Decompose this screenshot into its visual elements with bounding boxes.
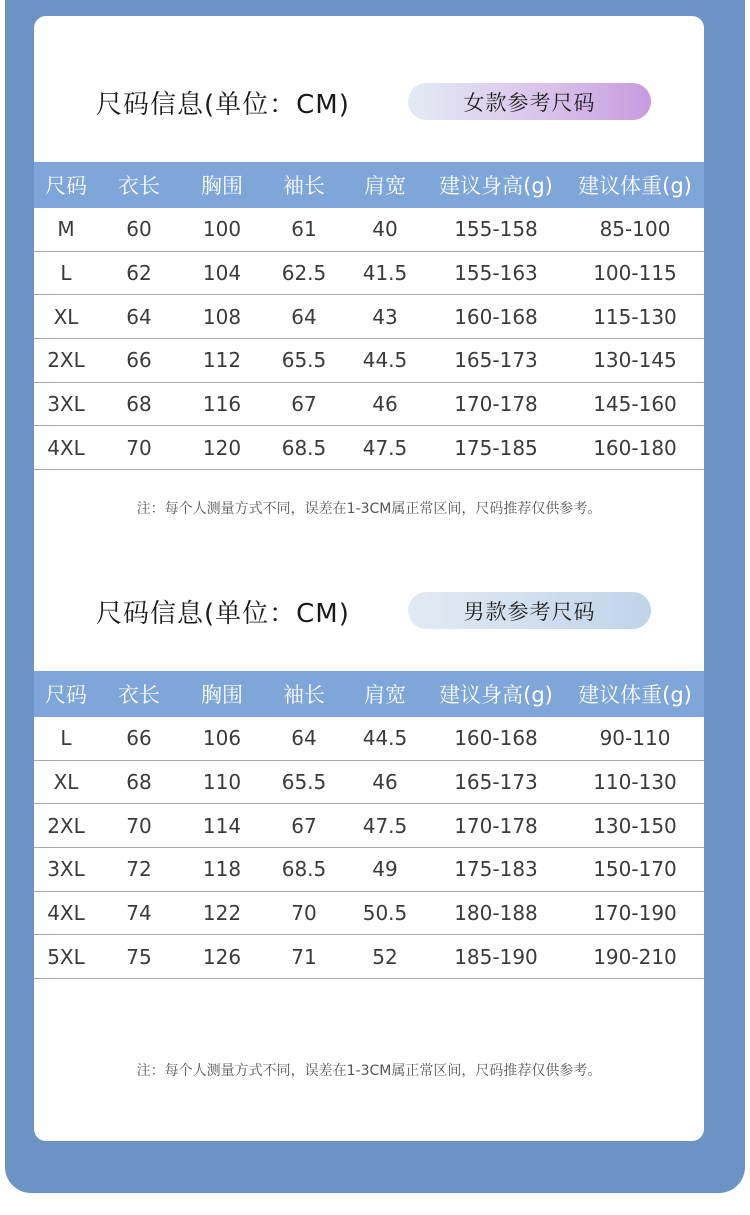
cell-sleeve: 67 — [264, 804, 344, 848]
cell-length: 68 — [98, 760, 180, 804]
cell-chest: 106 — [180, 717, 264, 760]
cell-shoulder: 47.5 — [344, 804, 426, 848]
table-row — [34, 804, 704, 848]
cell-sleeve: 61 — [264, 208, 344, 251]
cell-shoulder: 44.5 — [344, 717, 426, 760]
cell-weight: 90-110 — [566, 717, 704, 760]
cell-chest: 112 — [180, 339, 264, 383]
cell-chest: 104 — [180, 251, 264, 295]
header-sleeve: 袖长 — [264, 162, 344, 208]
cell-length: 66 — [98, 339, 180, 383]
cell-height: 155-158 — [426, 208, 566, 251]
cell-height: 170-178 — [426, 804, 566, 848]
cell-shoulder: 46 — [344, 760, 426, 804]
table-row — [34, 426, 704, 470]
cell-size: L — [34, 251, 98, 295]
table-row — [34, 382, 704, 426]
cell-chest: 100 — [180, 208, 264, 251]
cell-height: 180-188 — [426, 891, 566, 935]
cell-height: 160-168 — [426, 717, 566, 760]
cell-sleeve: 62.5 — [264, 251, 344, 295]
cell-size: 2XL — [34, 339, 98, 383]
men-section-heading: 尺码信息(单位：CM) — [96, 599, 350, 629]
header-weight: 建议体重(g) — [566, 671, 704, 717]
cell-weight: 160-180 — [566, 426, 704, 470]
cell-sleeve: 64 — [264, 717, 344, 760]
cell-weight: 170-190 — [566, 891, 704, 935]
cell-size: L — [34, 717, 98, 760]
cell-sleeve: 65.5 — [264, 760, 344, 804]
table-header-row — [34, 162, 704, 208]
cell-weight: 130-150 — [566, 804, 704, 848]
cell-sleeve: 70 — [264, 891, 344, 935]
cell-weight: 110-130 — [566, 760, 704, 804]
cell-size: 3XL — [34, 382, 98, 426]
cell-sleeve: 71 — [264, 935, 344, 979]
cell-size: M — [34, 208, 98, 251]
cell-sleeve: 64 — [264, 295, 344, 339]
cell-chest: 126 — [180, 935, 264, 979]
cell-length: 74 — [98, 891, 180, 935]
cell-height: 170-178 — [426, 382, 566, 426]
cell-shoulder: 41.5 — [344, 251, 426, 295]
cell-chest: 116 — [180, 382, 264, 426]
women-size-tag: 女款参考尺码 — [408, 83, 651, 120]
cell-shoulder: 50.5 — [344, 891, 426, 935]
cell-size: 3XL — [34, 848, 98, 892]
cell-shoulder: 44.5 — [344, 339, 426, 383]
header-sleeve: 袖长 — [264, 671, 344, 717]
cell-length: 64 — [98, 295, 180, 339]
cell-size: 4XL — [34, 891, 98, 935]
cell-shoulder: 40 — [344, 208, 426, 251]
cell-size: XL — [34, 760, 98, 804]
cell-weight: 145-160 — [566, 382, 704, 426]
header-length: 衣长 — [98, 162, 180, 208]
men-size-table — [34, 671, 704, 979]
cell-chest: 110 — [180, 760, 264, 804]
table-row — [34, 848, 704, 892]
cell-shoulder: 43 — [344, 295, 426, 339]
header-size: 尺码 — [34, 671, 98, 717]
table-row — [34, 208, 704, 251]
header-weight: 建议体重(g) — [566, 162, 704, 208]
women-section-heading: 尺码信息(单位：CM) — [96, 90, 350, 120]
cell-sleeve: 68.5 — [264, 848, 344, 892]
cell-weight: 150-170 — [566, 848, 704, 892]
cell-length: 72 — [98, 848, 180, 892]
cell-size: XL — [34, 295, 98, 339]
cell-chest: 120 — [180, 426, 264, 470]
cell-weight: 100-115 — [566, 251, 704, 295]
header-shoulder: 肩宽 — [344, 162, 426, 208]
cell-length: 66 — [98, 717, 180, 760]
cell-chest: 114 — [180, 804, 264, 848]
cell-size: 5XL — [34, 935, 98, 979]
men-size-tag: 男款参考尺码 — [408, 592, 651, 629]
cell-chest: 122 — [180, 891, 264, 935]
table-row — [34, 339, 704, 383]
cell-height: 165-173 — [426, 339, 566, 383]
header-chest: 胸围 — [180, 162, 264, 208]
cell-sleeve: 65.5 — [264, 339, 344, 383]
cell-length: 68 — [98, 382, 180, 426]
table-header-row — [34, 671, 704, 717]
cell-height: 175-183 — [426, 848, 566, 892]
cell-size: 2XL — [34, 804, 98, 848]
cell-size: 4XL — [34, 426, 98, 470]
header-shoulder: 肩宽 — [344, 671, 426, 717]
table-row — [34, 760, 704, 804]
table-row — [34, 891, 704, 935]
cell-shoulder: 52 — [344, 935, 426, 979]
cell-weight: 130-145 — [566, 339, 704, 383]
header-chest: 胸围 — [180, 671, 264, 717]
cell-sleeve: 68.5 — [264, 426, 344, 470]
cell-length: 60 — [98, 208, 180, 251]
cell-shoulder: 49 — [344, 848, 426, 892]
cell-weight: 115-130 — [566, 295, 704, 339]
cell-length: 70 — [98, 426, 180, 470]
cell-length: 62 — [98, 251, 180, 295]
cell-sleeve: 67 — [264, 382, 344, 426]
cell-chest: 118 — [180, 848, 264, 892]
table-row — [34, 251, 704, 295]
cell-weight: 85-100 — [566, 208, 704, 251]
men-size-note: 注：每个人测量方式不同，误差在1-3CM属正常区间，尺码推荐仅供参考。 — [136, 1063, 602, 1079]
header-length: 衣长 — [98, 671, 180, 717]
cell-height: 160-168 — [426, 295, 566, 339]
header-height: 建议身高(g) — [426, 162, 566, 208]
cell-weight: 190-210 — [566, 935, 704, 979]
cell-shoulder: 47.5 — [344, 426, 426, 470]
cell-height: 165-173 — [426, 760, 566, 804]
table-row — [34, 935, 704, 979]
header-size: 尺码 — [34, 162, 98, 208]
cell-height: 175-185 — [426, 426, 566, 470]
women-size-note: 注：每个人测量方式不同，误差在1-3CM属正常区间，尺码推荐仅供参考。 — [136, 501, 602, 517]
cell-height: 155-163 — [426, 251, 566, 295]
cell-chest: 108 — [180, 295, 264, 339]
table-row — [34, 717, 704, 760]
table-row — [34, 295, 704, 339]
cell-height: 185-190 — [426, 935, 566, 979]
cell-shoulder: 46 — [344, 382, 426, 426]
cell-length: 70 — [98, 804, 180, 848]
women-size-table — [34, 162, 704, 470]
header-height: 建议身高(g) — [426, 671, 566, 717]
cell-length: 75 — [98, 935, 180, 979]
size-chart-card — [34, 16, 704, 1141]
